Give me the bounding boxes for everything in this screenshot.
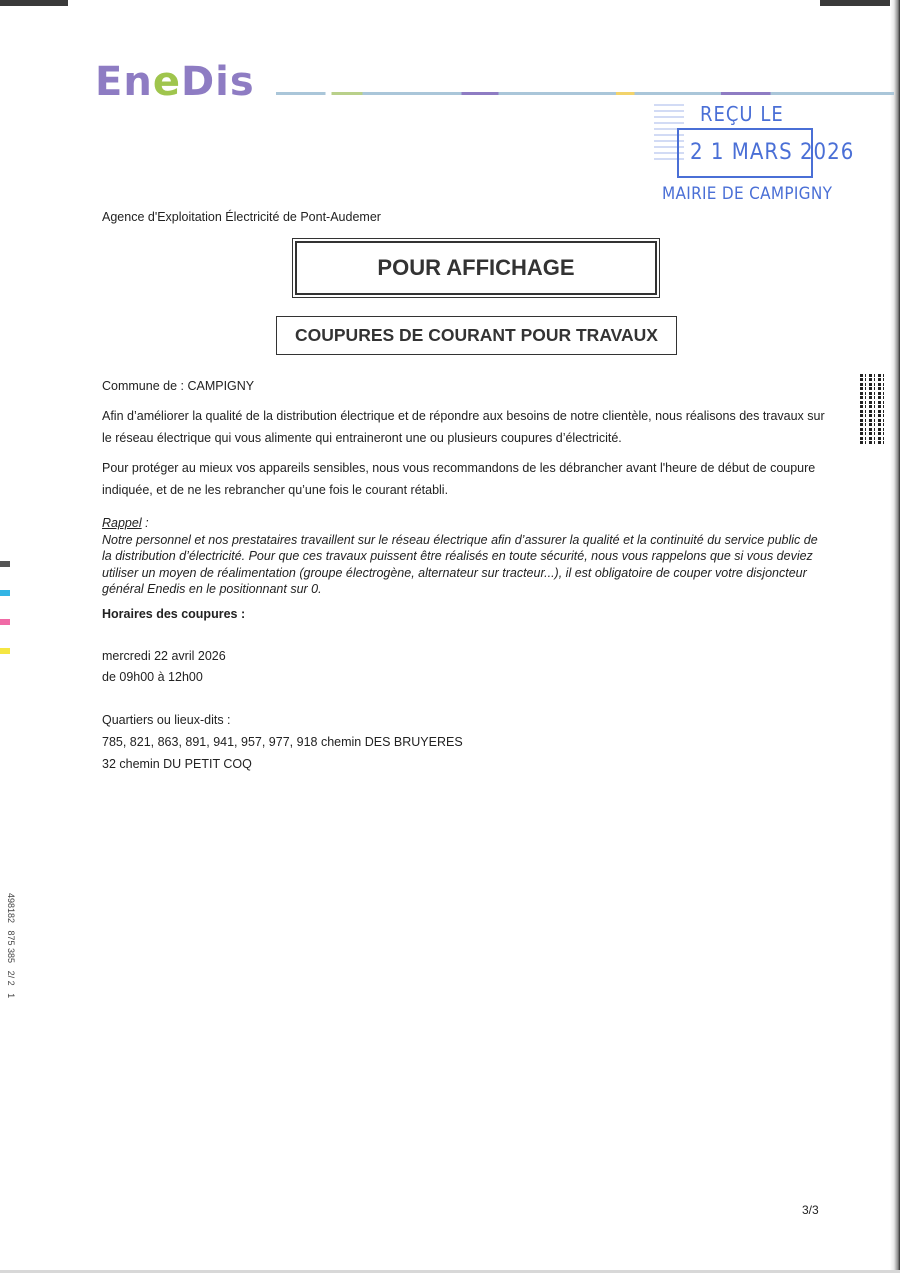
heading-affichage: POUR AFFICHAGE — [377, 255, 575, 280]
heading-coupures: COUPURES DE COURANT POUR TRAVAUX — [295, 325, 658, 345]
logo-part3: Dis — [180, 59, 255, 105]
print-mark-magenta — [0, 619, 10, 625]
commune-line: Commune de : CAMPIGNY — [102, 379, 255, 393]
date-line: mercredi 22 avril 2026 — [102, 649, 226, 663]
stamp-mairie: MAIRIE DE CAMPIGNY — [662, 184, 833, 204]
logo-rule — [276, 92, 894, 95]
logo-part2: e — [152, 59, 181, 105]
heading-box-affichage — [295, 241, 657, 295]
scan-edge-top-left — [0, 0, 68, 6]
side-reference-code: 498182 875 385 2/ 2 1 — [6, 893, 16, 999]
print-mark-gray — [0, 561, 10, 567]
scan-edge-top-right — [820, 0, 900, 6]
quartiers-title: Quartiers ou lieux-dits : — [102, 713, 231, 727]
logo-part1: En — [95, 59, 153, 105]
page-number: 3/3 — [802, 1203, 819, 1217]
print-mark-yellow — [0, 648, 10, 654]
enedis-logo — [95, 58, 255, 106]
stamp-date: 2 1 MARS 2026 — [690, 140, 855, 165]
rappel-text: Notre personnel et nos prestataires travaillent sur le réseau électrique afin d’assurer la qualité et la continuité du service public de la distribution d’électricité. Pour que ces travaux puissent être réalisés en toute sécurité, nous vous rappelons que si vous deviez utiliser un moyen de réalimentation (groupe électrogène, alternateur sur tracteur...), il est obligatoire de couper votre disjoncteur général Enedis en le positionnant sur 0. — [102, 532, 818, 596]
heading-box-coupures — [276, 316, 677, 355]
scan-edge-right — [890, 0, 900, 1273]
rappel-colon: : — [141, 516, 149, 530]
time-line: de 09h00 à 12h00 — [102, 670, 203, 684]
stamp-title: REÇU LE — [700, 102, 784, 126]
rappel-block — [102, 515, 827, 598]
rappel-label: Rappel — [102, 516, 142, 530]
paragraph-protection: Pour protéger au mieux vos appareils sensibles, nous vous recommandons de les débrancher avant l'heure de début de coupure indiquée, et de ne les rebrancher qu’une fois le courant rétabli. — [102, 461, 816, 497]
paragraph-intro: Afin d’améliorer la qualité de la distribution électrique et de répondre aux besoins de notre clientèle, nous réalisons des travaux sur le réseau électrique qui vous alimente qui entraineront une ou plusieurs coupures d’électricité. — [102, 409, 825, 445]
agency-name: Agence d'Exploitation Électricité de Pont-Audemer — [102, 210, 381, 224]
horaires-title: Horaires des coupures : — [102, 607, 246, 621]
print-mark-cyan — [0, 590, 10, 596]
quartier-item: 785, 821, 863, 891, 941, 957, 977, 918 chemin DES BRUYERES — [102, 735, 463, 749]
datamatrix-code — [860, 374, 884, 444]
quartier-item: 32 chemin DU PETIT COQ — [102, 757, 252, 771]
